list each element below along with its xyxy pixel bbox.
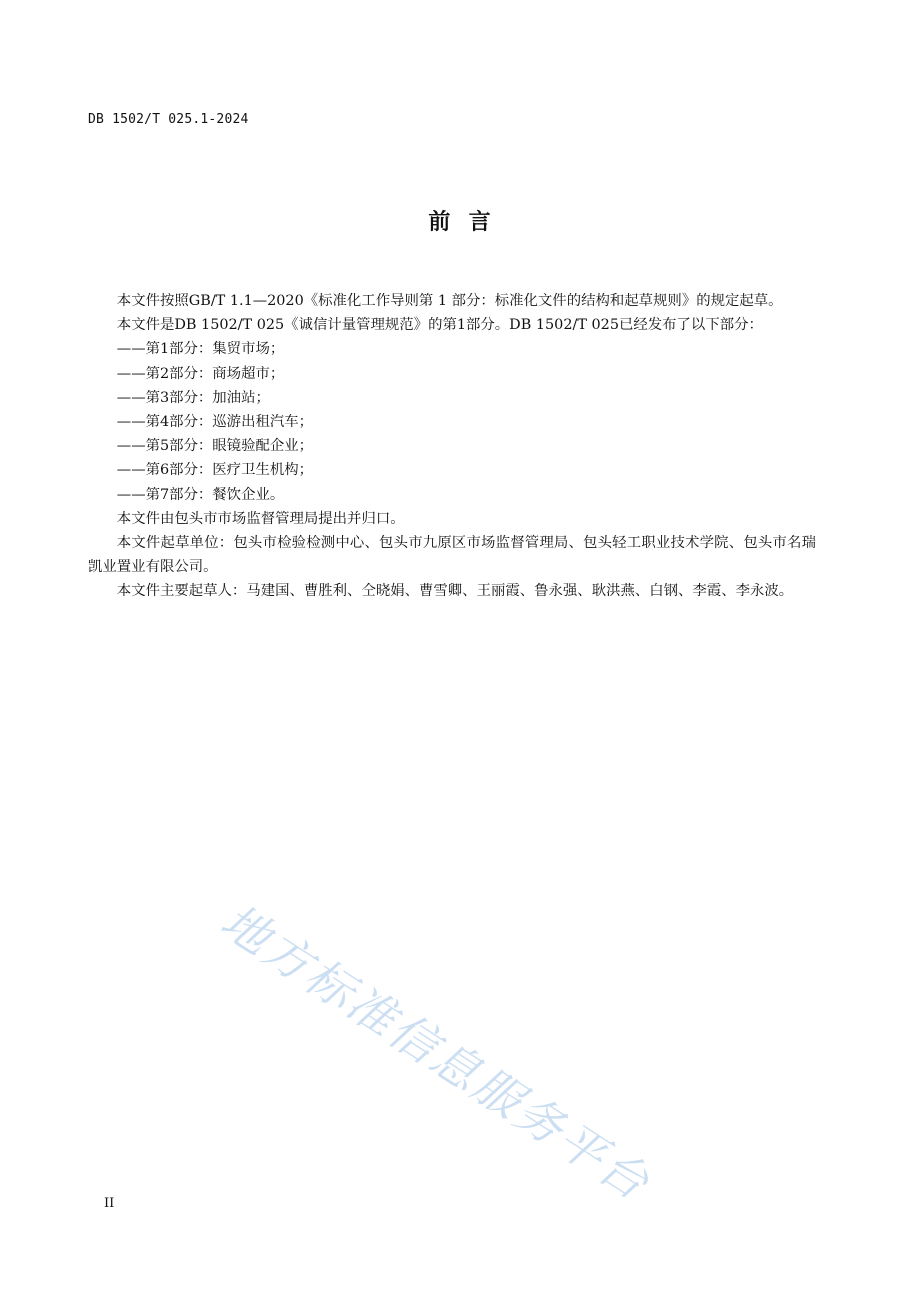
paragraph-series-info: 本文件是DB 1502/T 025《诚信计量管理规范》的第1部分。DB 1502/T 025已经发布了以下部分： xyxy=(116,317,763,334)
paragraph-drafting-rules: 本文件按照GB/T 1.1—2020《标准化工作导则第 1 部分：标准化文件的结构和起草规则》的规定起草。 xyxy=(116,293,783,309)
page-number: II xyxy=(104,1196,115,1211)
part-list-item: ——第3部分：加油站； xyxy=(116,389,270,406)
document-code: DB 1502/T 025.1-2024 xyxy=(88,112,249,127)
part-list-item: ——第2部分：商场超市； xyxy=(116,365,285,382)
foreword-body xyxy=(88,289,816,604)
part-list-item: ——第7部分：餐饮企业。 xyxy=(116,486,285,503)
watermark: 地方标准信息服务平台 xyxy=(210,893,661,1213)
paragraph-proposer: 本文件由包头市市场监督管理局提出并归口。 xyxy=(116,510,405,527)
part-list-item: ——第1部分：集贸市场； xyxy=(116,341,285,358)
part-list-item: ——第4部分：巡游出租汽车； xyxy=(116,414,314,431)
paragraph-drafters: 本文件主要起草人：马建国、曹胜利、仝晓娟、曹雪卿、王丽霞、鲁永强、耿洪燕、白钢、李霞、李永波。 xyxy=(116,583,794,600)
paragraph-drafting-units: 本文件起草单位：包头市检验检测中心、包头市九原区市场监督管理局、包头轻工职业技术学院、包头市名瑞凯业置业有限公司。 xyxy=(88,535,816,576)
part-list-item: ——第6部分：医疗卫生机构； xyxy=(116,462,314,479)
part-list-item: ——第5部分：眼镜验配企业； xyxy=(116,438,314,455)
page-title: 前 言 xyxy=(428,210,492,235)
